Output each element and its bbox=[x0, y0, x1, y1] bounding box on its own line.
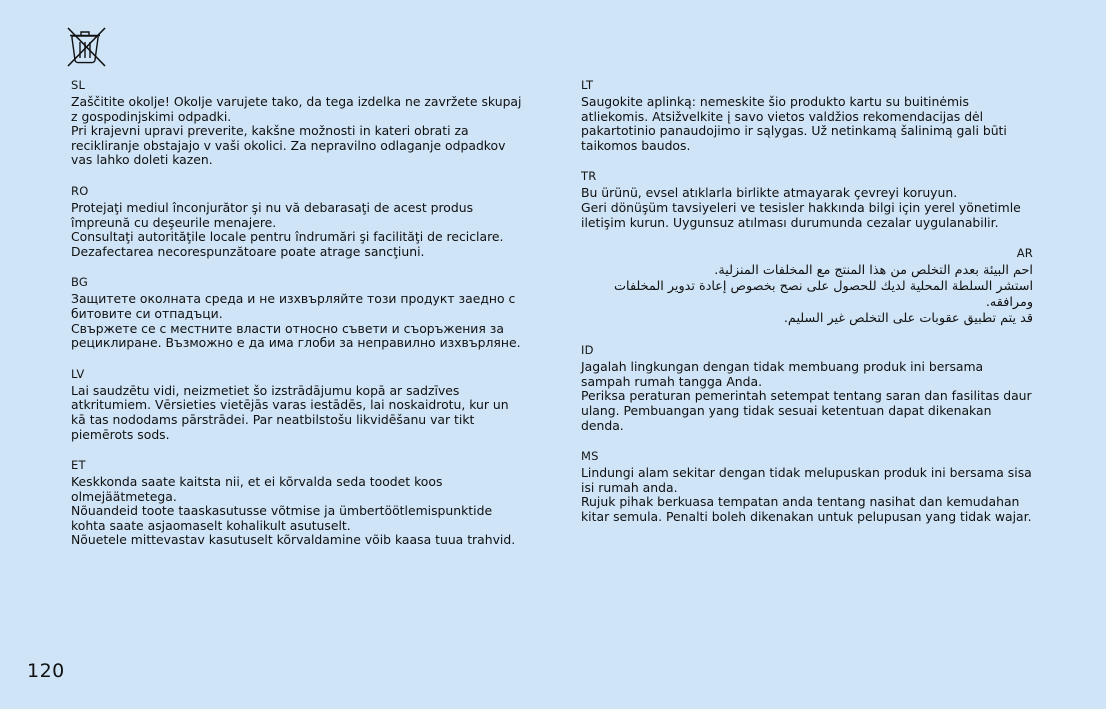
crossed-out-wheelie-bin-icon bbox=[66, 24, 108, 70]
language-code: ET bbox=[71, 458, 86, 473]
language-paragraph: Zaščitite okolje! Okolje varujete tako, da tega izdelka ne zavržete skupaj z gospodinjskimi odpadki. bbox=[71, 94, 522, 124]
language-code: MS bbox=[581, 449, 599, 464]
language-paragraph: Свържете се с местните власти относно съвети и съоръжения за рециклиране. Възможно е да има глоби за неправилно изхвърляне. bbox=[71, 320, 521, 351]
language-block-tr bbox=[581, 169, 1033, 230]
language-paragraph: Protejaţi mediul înconjurător şi nu vă debarasaţi de acest produs împreună cu deşeurile menajere. bbox=[71, 199, 474, 230]
language-paragraph: Nõuetele mittevastav kasutuselt kõrvaldamine võib kaasa tuua trahvid. bbox=[71, 532, 516, 548]
language-code: TR bbox=[581, 169, 597, 184]
language-paragraph: احم البيئة بعدم التخلص من هذا المنتج مع المخلفات المنزلية. bbox=[714, 263, 1033, 279]
language-block-ms bbox=[581, 449, 1033, 524]
language-code: BG bbox=[71, 275, 88, 290]
language-block-ro bbox=[71, 184, 523, 259]
language-code: LT bbox=[581, 78, 594, 92]
right-column bbox=[581, 78, 1033, 541]
language-paragraph: Consultaţi autorităţile locale pentru îndrumări şi facilităţi de reciclare. Dezafectarea necorespunzătoare poate atrage sancţiuni. bbox=[71, 229, 504, 259]
language-paragraph: Saugokite aplinką: nemeskite šio produkto kartu su buitinėmis atliekomis. Atsižvelkite į savo vietos valdžios rekomendacijas dėl pakartotinio panaudojimo ir sąlygas. Už netinkamą šalinimą gali būti taikomos baudos. bbox=[581, 94, 1007, 153]
language-code: AR bbox=[1016, 246, 1033, 261]
language-paragraph: Nõuandeid toote taaskasutusse võtmise ja ümbertöötlemispunktide kohta saate asjaomaselt kohalikult asutuselt. bbox=[71, 503, 493, 533]
language-paragraph: Periksa peraturan pemerintah setempat tentang saran dan fasilitas daur ulang. Pembuangan yang tidak sesuai ketentuan dapat dikenakan denda. bbox=[581, 388, 1032, 433]
left-column bbox=[71, 78, 523, 564]
language-code: SL bbox=[71, 78, 86, 92]
language-paragraph: Rujuk pihak berkuasa tempatan anda tentang nasihat dan kemudahan kitar semula. Penalti boleh dikenakan untuk pelupusan yang tidak wajar. bbox=[581, 494, 1032, 524]
language-block-ar bbox=[581, 246, 1033, 327]
language-paragraph: قد يتم تطبيق عقوبات على التخلص غير السليم. bbox=[783, 311, 1033, 327]
page-number: 120 bbox=[27, 660, 65, 682]
language-code: LV bbox=[71, 366, 85, 381]
language-paragraph: Защитете околната среда и не изхвърляйте този продукт заедно с битовите си отпадъци. bbox=[71, 291, 516, 321]
language-paragraph: Pri krajevni upravi preverite, kakšne možnosti in kateri obrati za recikliranje obstajajo v vaši okolici. Za nepravilno odlaganje odpadkov vas lahko doleti kazen. bbox=[71, 123, 506, 168]
language-paragraph: Keskkonda saate kaitsta nii, et ei kõrvalda seda toodet koos olmejäätmetega. bbox=[71, 474, 443, 504]
language-code: ID bbox=[581, 343, 594, 358]
language-block-lt bbox=[581, 78, 1033, 153]
language-paragraph: استشر السلطة المحلية لديك للحصول على نصح بخصوص إعادة تدوير المخلفات ومرافقه. bbox=[614, 279, 1033, 311]
language-paragraph: Lai saudzētu vidi, neizmetiet šo izstrādājumu kopā ar sadzīves atkritumiem. Vērsieties vietējās varas iestādēs, lai noskaidrotu, kur un kā tas nododams pārstrādei. Par neatbilstošu likvidēšanu var tikt piemērots sods. bbox=[71, 382, 509, 442]
language-block-sl bbox=[71, 78, 523, 168]
language-block-et bbox=[71, 458, 523, 548]
language-code: RO bbox=[71, 183, 89, 198]
language-block-lv bbox=[71, 367, 523, 442]
language-paragraph: Jagalah lingkungan dengan tidak membuang produk ini bersama sampah rumah tangga Anda. bbox=[581, 359, 984, 389]
language-paragraph: Lindungi alam sekitar dengan tidak melupuskan produk ini bersama sisa isi rumah anda. bbox=[581, 465, 1032, 495]
language-block-id bbox=[581, 343, 1033, 433]
language-block-bg bbox=[71, 275, 523, 350]
language-paragraph: Geri dönüşüm tavsiyeleri ve tesisler hakkında bilgi için yerel yönetimle iletişim kurun. Uygunsuz atılması durumunda cezalar uygulanabilir. bbox=[581, 199, 1021, 230]
language-paragraph: Bu ürünü, evsel atıklarla birlikte atmayarak çevreyi koruyun. bbox=[581, 185, 958, 201]
